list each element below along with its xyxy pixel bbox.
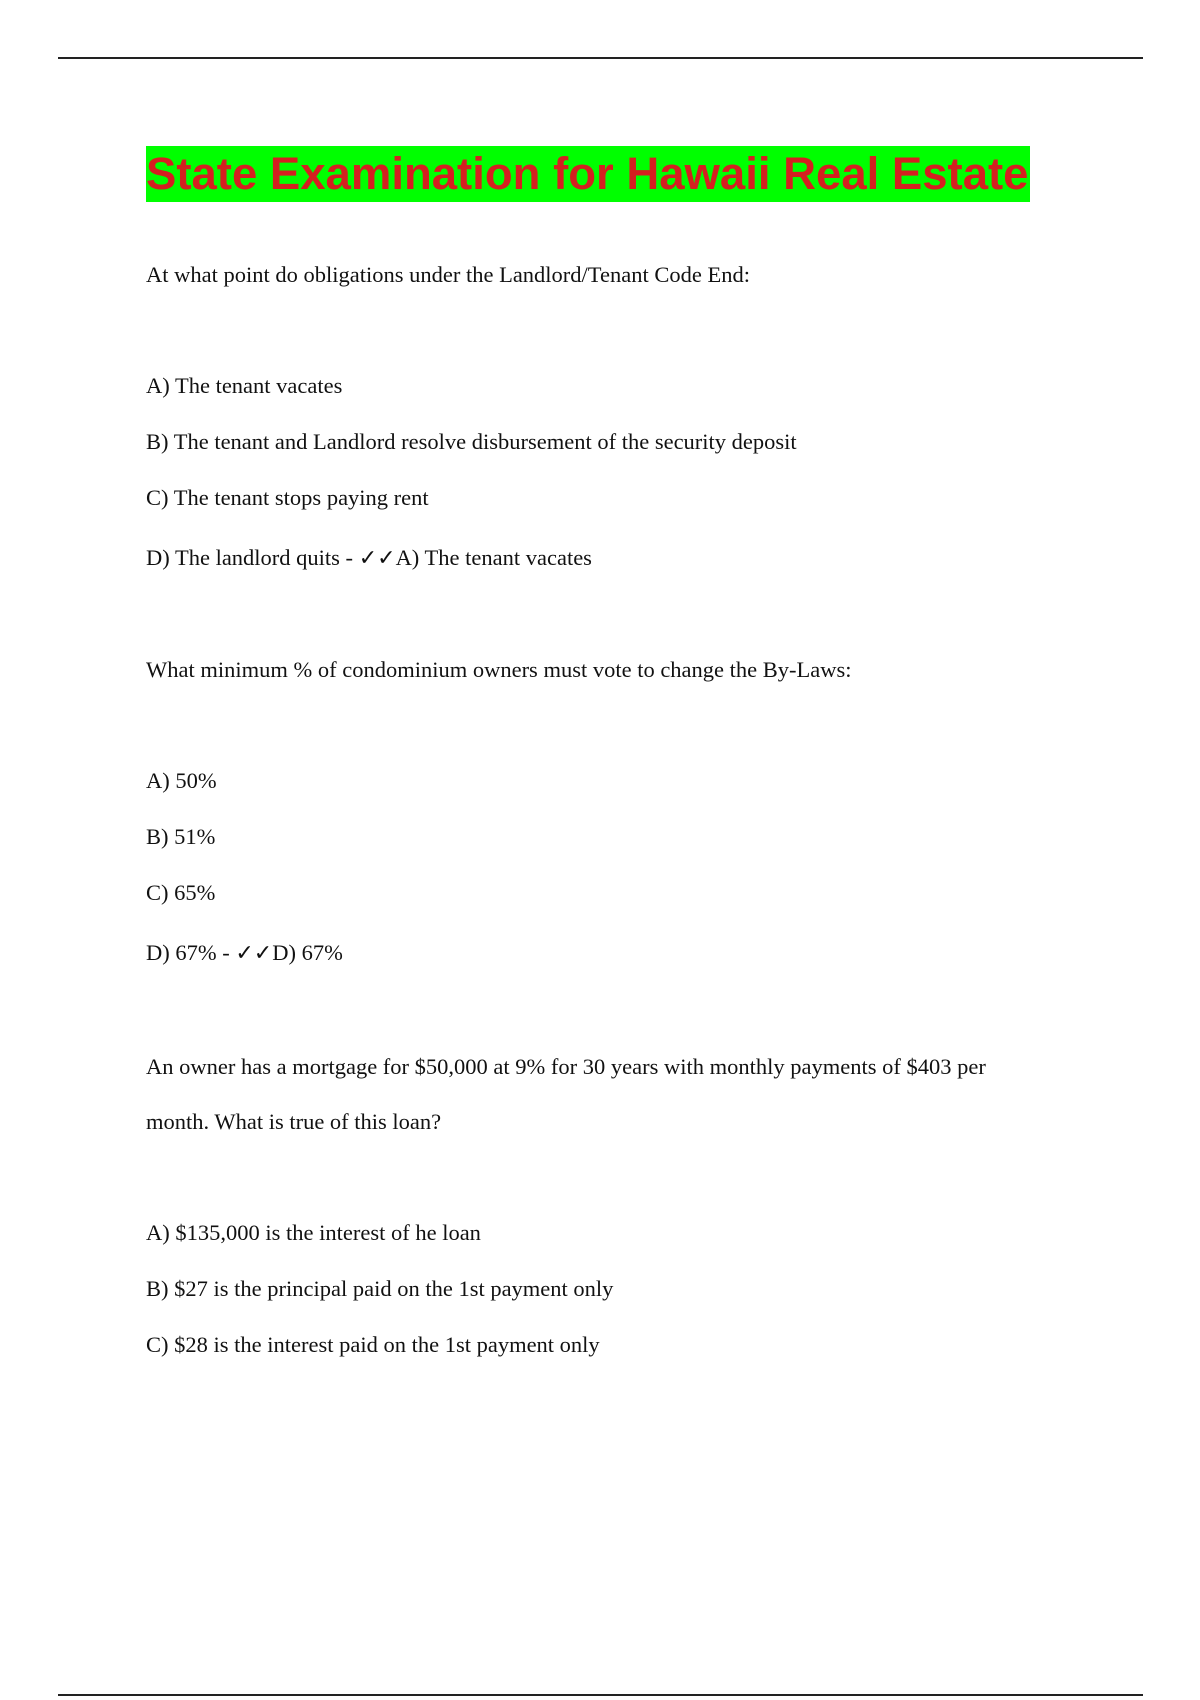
option-b: B) The tenant and Landlord resolve disbursement of the security deposit (146, 429, 797, 454)
question-text-line-2: month. What is true of this loan? (146, 1109, 442, 1134)
option-a: A) The tenant vacates (146, 373, 343, 398)
answer-text: D) 67% (272, 940, 343, 965)
title-highlight (146, 146, 1030, 202)
question-block (146, 642, 1136, 981)
option-d: D) 67% - (146, 940, 236, 965)
check-icon: ✓✓ (358, 546, 396, 571)
options-list (146, 358, 1136, 586)
page-content (146, 146, 1136, 1373)
options-list (146, 1205, 1136, 1373)
question-text: What minimum % of condominium owners must vote to change the By-Laws: (146, 657, 852, 682)
header-rule (58, 57, 1143, 59)
answer-text: A) The tenant vacates (395, 545, 592, 570)
option-c: C) The tenant stops paying rent (146, 485, 429, 510)
option-c: C) $28 is the interest paid on the 1st payment only (146, 1332, 600, 1357)
option-d-with-answer (146, 530, 1136, 586)
option-a: A) 50% (146, 768, 217, 793)
question-text: At what point do obligations under the Landlord/Tenant Code End: (146, 262, 750, 287)
check-icon: ✓✓ (235, 941, 273, 966)
footer-rule (58, 1694, 1143, 1696)
options-list (146, 753, 1136, 981)
option-b: B) $27 is the principal paid on the 1st payment only (146, 1276, 614, 1301)
question-text-line-1: An owner has a mortgage for $50,000 at 9% for 30 years with monthly payments of $403 per (146, 1054, 986, 1079)
option-d-with-answer (146, 925, 1136, 981)
document-title: State Examination for Hawaii Real Estate (146, 148, 1029, 199)
option-b: B) 51% (146, 824, 216, 849)
question-block (146, 247, 1136, 586)
question-block (146, 1039, 1136, 1373)
option-a: A) $135,000 is the interest of he loan (146, 1220, 481, 1245)
option-d: D) The landlord quits - (146, 545, 359, 570)
option-c: C) 65% (146, 880, 216, 905)
